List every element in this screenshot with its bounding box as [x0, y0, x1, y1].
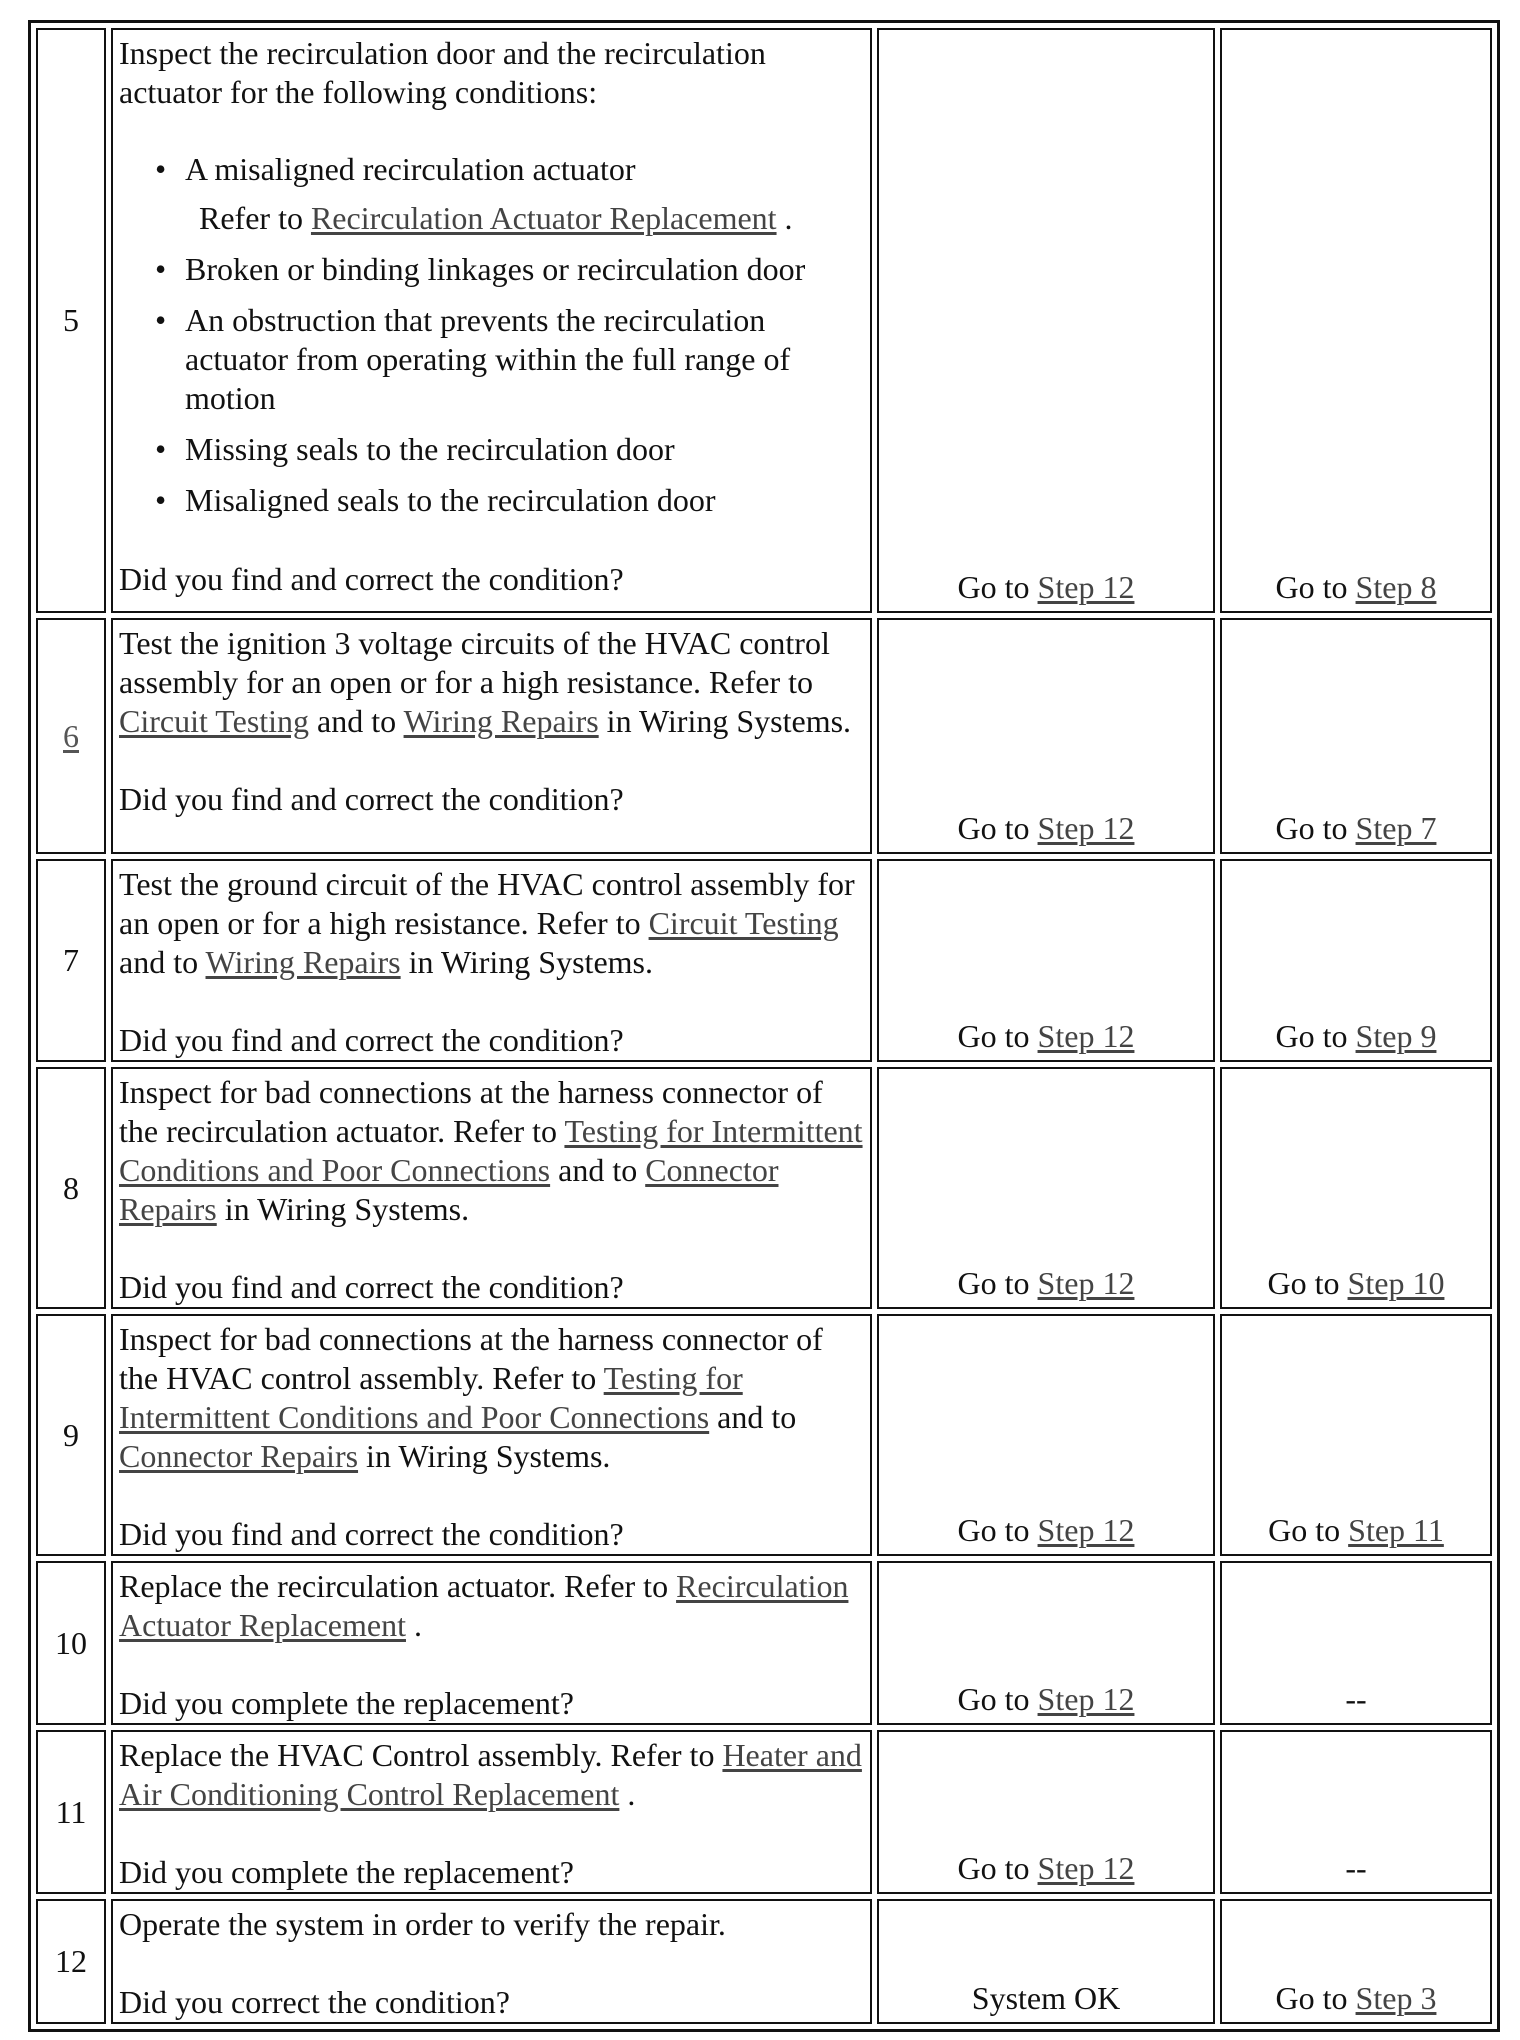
yes-cell: [877, 1561, 1215, 1725]
step-number: 12: [36, 1899, 106, 2024]
action-cell: [111, 1067, 872, 1309]
list-item: [185, 150, 864, 238]
list-item: [185, 250, 864, 289]
action-text: [119, 1073, 864, 1229]
question-text: Did you complete the replacement?: [119, 1854, 574, 1890]
intermittent-conditions-link[interactable]: Testing for Intermittent Conditions and Poor Connections: [119, 1113, 863, 1188]
yes-prefix: Go to: [957, 1512, 1030, 1548]
action-text: [119, 1320, 864, 1476]
action-text: [119, 1736, 864, 1814]
yes-cell: [877, 1730, 1215, 1894]
action-text: [119, 1567, 864, 1645]
action-text: [119, 624, 864, 741]
action-cell: [111, 1561, 872, 1725]
question-text: Did you find and correct the condition?: [119, 1269, 624, 1305]
question-text: Did you find and correct the condition?: [119, 561, 624, 597]
table-row: [36, 1067, 1492, 1309]
no-prefix: Go to: [1275, 1980, 1348, 2016]
step-number: 7: [36, 859, 106, 1062]
no-cell: [1220, 618, 1492, 854]
action-text-part: in Wiring Systems.: [408, 944, 653, 980]
question-text: Did you correct the condition?: [119, 1984, 510, 2020]
step-number: 9: [36, 1314, 106, 1556]
no-cell: [1220, 1314, 1492, 1556]
recirculation-actuator-replacement-link[interactable]: Recirculation Actuator Replacement: [310, 200, 777, 236]
action-intro: Inspect the recirculation door and the recirculation actuator for the following conditions:: [119, 35, 766, 110]
action-text-part: Test the ground circuit of the HVAC control assembly for an open or for a high resistance. Refer to: [119, 866, 855, 941]
yes-cell: [877, 28, 1215, 613]
no-step-link[interactable]: Step 7: [1355, 810, 1437, 846]
step-number-link[interactable]: 6: [63, 717, 79, 754]
list-item: [185, 430, 864, 469]
yes-step-link[interactable]: Step 12: [1037, 1265, 1135, 1301]
condition-text: An obstruction that prevents the recirculation actuator from operating within the full range of motion: [185, 302, 791, 416]
refer-prefix: Refer to: [199, 200, 303, 236]
connector-repairs-link[interactable]: Connector Repairs: [119, 1152, 779, 1227]
refer-suffix: .: [784, 200, 793, 236]
condition-text: Missing seals to the recirculation door: [185, 431, 675, 467]
no-prefix: Go to: [1275, 569, 1348, 605]
condition-list: [119, 150, 864, 520]
list-item: [185, 481, 864, 520]
condition-text: Broken or binding linkages or recirculation door: [185, 251, 806, 287]
action-cell: [111, 618, 872, 854]
table-row: [36, 1314, 1492, 1556]
no-prefix: Go to: [1275, 1018, 1348, 1054]
wiring-repairs-link[interactable]: Wiring Repairs: [205, 944, 401, 980]
no-step-link[interactable]: Step 10: [1347, 1265, 1445, 1301]
action-text-part: Test the ignition 3 voltage circuits of the HVAC control assembly for an open or for a high resistance. Refer to: [119, 625, 830, 700]
question-text: Did you find and correct the condition?: [119, 1022, 624, 1058]
yes-prefix: Go to: [957, 1018, 1030, 1054]
table-row: [36, 618, 1492, 854]
step-number: 8: [36, 1067, 106, 1309]
yes-step-link[interactable]: Step 12: [1037, 1850, 1135, 1886]
no-step-link[interactable]: Step 9: [1355, 1018, 1437, 1054]
step-number: 10: [36, 1561, 106, 1725]
action-text-part: .: [413, 1607, 422, 1643]
yes-prefix: Go to: [957, 1265, 1030, 1301]
action-text-part: and to: [558, 1152, 638, 1188]
action-cell: [111, 1899, 872, 2024]
action-text-part: and to: [119, 944, 199, 980]
question-text: Did you find and correct the condition?: [119, 781, 624, 817]
yes-step-link[interactable]: Step 12: [1037, 1018, 1135, 1054]
action-text-part: in Wiring Systems.: [224, 1191, 470, 1227]
intermittent-conditions-link[interactable]: Testing for Intermittent Conditions and Poor Connections: [119, 1360, 743, 1435]
action-text-part: and to: [317, 703, 397, 739]
yes-cell: [877, 859, 1215, 1062]
action-text-part: in Wiring Systems.: [366, 1438, 611, 1474]
step-number: [36, 618, 106, 854]
no-cell: [1220, 1067, 1492, 1309]
no-cell: --: [1220, 1561, 1492, 1725]
no-prefix: Go to: [1275, 810, 1348, 846]
action-text-part: Inspect for bad connections at the harness connector of the HVAC control assembly. Refer to: [119, 1321, 823, 1396]
action-cell: [111, 859, 872, 1062]
table-row: [36, 1730, 1492, 1894]
no-step-link[interactable]: Step 3: [1355, 1980, 1437, 2016]
no-cell: [1220, 28, 1492, 613]
yes-step-link[interactable]: Step 12: [1037, 569, 1135, 605]
yes-step-link[interactable]: Step 12: [1037, 1681, 1135, 1717]
table-row: [36, 859, 1492, 1062]
recirculation-actuator-replacement-link[interactable]: Recirculation Actuator Replacement: [119, 1568, 849, 1643]
connector-repairs-link[interactable]: Connector Repairs: [119, 1438, 359, 1474]
circuit-testing-link[interactable]: Circuit Testing: [119, 703, 310, 739]
action-text-part: .: [627, 1776, 636, 1812]
wiring-repairs-link[interactable]: Wiring Repairs: [403, 703, 599, 739]
yes-cell: [877, 1067, 1215, 1309]
action-text-part: in Wiring Systems.: [606, 703, 852, 739]
no-cell: [1220, 1899, 1492, 2024]
no-step-link[interactable]: Step 11: [1348, 1512, 1444, 1548]
yes-step-link[interactable]: Step 12: [1037, 810, 1135, 846]
action-text-part: and to: [717, 1399, 797, 1435]
action-text: [119, 865, 864, 982]
circuit-testing-link[interactable]: Circuit Testing: [648, 905, 839, 941]
question-text: Did you complete the replacement?: [119, 1685, 574, 1721]
no-prefix: Go to: [1268, 1512, 1341, 1548]
diagnostic-table: [28, 20, 1500, 2032]
hvac-control-replacement-link[interactable]: Heater and Air Conditioning Control Replacement: [119, 1737, 862, 1812]
yes-cell: System OK: [877, 1899, 1215, 2024]
yes-prefix: Go to: [957, 569, 1030, 605]
condition-text: A misaligned recirculation actuator: [185, 151, 636, 187]
action-text-part: Inspect for bad connections at the harness connector of the recirculation actuator. Refer to: [119, 1074, 823, 1149]
action-text: Operate the system in order to verify the repair.: [119, 1906, 726, 1942]
step-number: 11: [36, 1730, 106, 1894]
table-row: [36, 1561, 1492, 1725]
action-text-part: Replace the recirculation actuator. Refer to: [119, 1568, 669, 1604]
yes-cell: [877, 1314, 1215, 1556]
question-text: Did you find and correct the condition?: [119, 1516, 624, 1552]
action-text-part: Replace the HVAC Control assembly. Refer to: [119, 1737, 715, 1773]
step-number: 5: [36, 28, 106, 613]
no-cell: --: [1220, 1730, 1492, 1894]
yes-prefix: Go to: [957, 1681, 1030, 1717]
action-cell: [111, 1730, 872, 1894]
no-step-link[interactable]: Step 8: [1355, 569, 1437, 605]
table-row: [36, 1899, 1492, 2024]
no-prefix: Go to: [1267, 1265, 1340, 1301]
list-item: [185, 301, 864, 418]
condition-text: Misaligned seals to the recirculation door: [185, 482, 716, 518]
no-cell: [1220, 859, 1492, 1062]
refer-line: [185, 199, 864, 238]
action-cell: [111, 1314, 872, 1556]
yes-step-link[interactable]: Step 12: [1037, 1512, 1135, 1548]
action-cell: [111, 28, 872, 613]
table-row: [36, 28, 1492, 613]
yes-prefix: Go to: [957, 1850, 1030, 1886]
yes-prefix: Go to: [957, 810, 1030, 846]
yes-cell: [877, 618, 1215, 854]
